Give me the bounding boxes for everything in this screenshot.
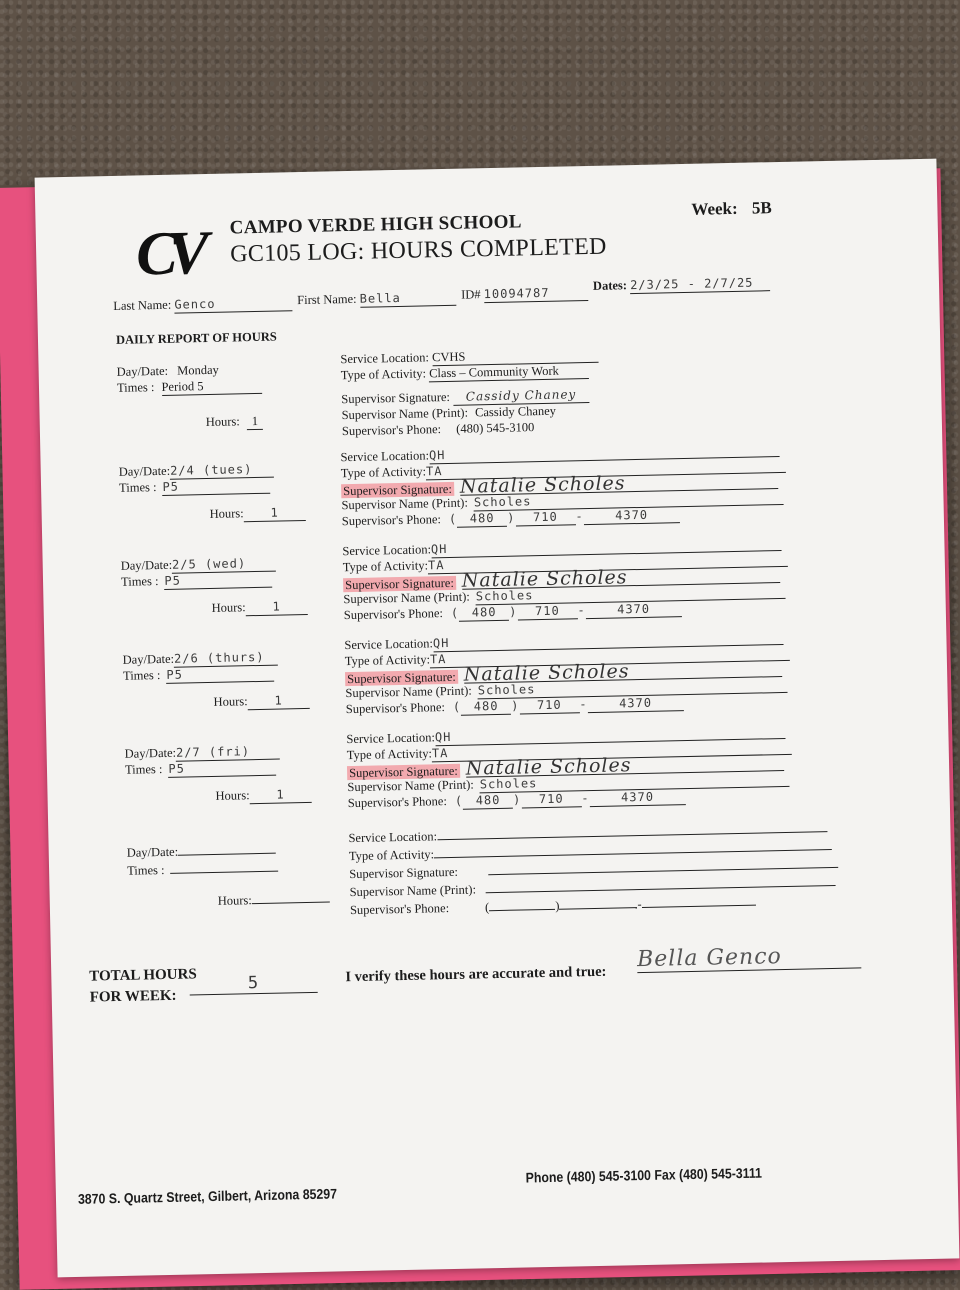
phone-prefix: 710 xyxy=(515,508,575,526)
times-field xyxy=(121,571,273,591)
service-location-label: Service Location: xyxy=(340,350,430,367)
day-date-label: Day/Date: xyxy=(122,651,175,667)
times-field xyxy=(117,377,262,397)
supervisor-phone-field: Supervisor's Phone: ( 480 ) 710 - 4370 xyxy=(346,694,684,718)
week-value: 5B xyxy=(751,198,772,218)
day-date-label: Day/Date: xyxy=(118,463,171,479)
phone-area: 480 xyxy=(459,604,509,622)
phone-line: 4370 xyxy=(589,788,685,807)
activity-label: Type of Activity: xyxy=(344,652,431,669)
activity-value: TA xyxy=(432,738,792,763)
first-name-value: Bella xyxy=(360,289,456,308)
times-label: Times : xyxy=(126,862,165,878)
last-name-label: Last Name: xyxy=(113,297,172,313)
supervisor-name-label: Supervisor Name (Print): xyxy=(349,882,477,900)
hours-field xyxy=(209,504,305,523)
supervisor-phone-field xyxy=(342,419,535,439)
signature-value: Cassidy Chaney xyxy=(453,386,589,406)
service-location-label: Service Location: xyxy=(340,448,430,465)
supervisor-phone-label: Supervisor's Phone: xyxy=(349,901,450,918)
times-field xyxy=(125,759,277,779)
activity-label: Type of Activity: xyxy=(348,847,435,864)
entry-thursday xyxy=(44,623,946,717)
activity-value: TA xyxy=(428,550,788,575)
dates-label: Dates: xyxy=(592,278,628,293)
first-name-field xyxy=(297,289,456,309)
last-name-field xyxy=(113,294,292,315)
entry-tuesday xyxy=(40,435,942,529)
signature-value: Natalie Scholes xyxy=(462,566,780,590)
times-blank[interactable] xyxy=(170,859,278,874)
activity-label: Type of Activity: xyxy=(346,746,433,763)
signature-label: Supervisor Signature: xyxy=(349,864,459,882)
id-field xyxy=(461,284,588,304)
log-title: GC105 LOG: HOURS COMPLETED xyxy=(229,233,607,268)
supervisor-phone-field: Supervisor's Phone: ( 480 ) 710 - 4370 xyxy=(348,788,686,812)
phone-prefix: 710 xyxy=(519,696,579,714)
phone-area-blank[interactable] xyxy=(489,897,555,911)
phone-area: 480 xyxy=(457,510,507,528)
day-date-value: 2/5 (wed) xyxy=(172,555,276,574)
supervisor-name-value: Scholes xyxy=(480,770,790,793)
times-value: P5 xyxy=(162,477,270,496)
hours-value: 1 xyxy=(245,598,307,616)
times-label: Times : xyxy=(122,668,161,683)
signature-label: Supervisor Signature: xyxy=(345,575,454,593)
hours-label: Hours: xyxy=(213,694,248,709)
signature-value: Natalie Scholes xyxy=(464,660,782,684)
service-location-label: Service Location: xyxy=(348,829,438,846)
supervisor-name-label: Supervisor Name (Print): xyxy=(347,777,474,795)
hours-label: Hours: xyxy=(211,600,246,615)
service-location-label: Service Location: xyxy=(344,636,434,653)
entry-wednesday xyxy=(42,529,944,623)
supervisor-name-label: Supervisor Name (Print): xyxy=(343,589,470,607)
activity-value: Class – Community Work xyxy=(429,362,589,382)
supervisor-phone-label: Supervisor's Phone: xyxy=(343,606,444,623)
supervisor-phone-label: Supervisor's Phone: xyxy=(341,422,442,439)
total-hours-value: 5 xyxy=(189,972,317,996)
times-field xyxy=(119,477,271,497)
hours-value: 1 xyxy=(247,413,263,430)
times-label: Times : xyxy=(118,480,157,495)
signature-label: Supervisor Signature: xyxy=(343,481,453,499)
school-name: CAMPO VERDE HIGH SCHOOL xyxy=(229,211,522,239)
signature-label: Supervisor Signature: xyxy=(347,669,456,687)
week-field xyxy=(691,198,772,220)
hours-label: Hours: xyxy=(217,893,252,908)
day-date-value: 2/4 (tues) xyxy=(170,461,274,480)
service-location-value: QH xyxy=(431,534,781,558)
hours-value: 1 xyxy=(249,786,311,804)
service-location-value: QH xyxy=(435,722,785,746)
id-value: 10094787 xyxy=(484,284,588,303)
week-label: Week: xyxy=(691,198,738,219)
times-value: P5 xyxy=(168,759,276,778)
phone-line: 4370 xyxy=(583,506,679,525)
day-date-label: Day/Date: xyxy=(126,844,179,860)
times-field xyxy=(123,665,275,685)
hours-label: Hours: xyxy=(209,506,244,521)
phone-prefix: 710 xyxy=(521,790,581,808)
activity-label: Type of Activity: xyxy=(342,558,429,575)
hours-label: Hours: xyxy=(205,414,240,430)
hours-label: Hours: xyxy=(215,788,250,803)
activity-label: Type of Activity: xyxy=(340,464,427,481)
day-date-value: 2/7 (fri) xyxy=(176,743,280,762)
supervisor-name-label: Supervisor Name (Print): xyxy=(345,683,472,701)
phone-line-blank[interactable] xyxy=(641,893,755,908)
school-logo: CV xyxy=(135,219,200,289)
service-location-value: CVHS xyxy=(432,346,598,366)
supervisor-name-value: Scholes xyxy=(476,582,786,605)
total-label-line-2: FOR WEEK: xyxy=(89,987,177,1006)
entry-blank xyxy=(48,815,950,918)
supervisor-name-value: Cassidy Chaney xyxy=(474,403,557,420)
activity-label: Type of Activity: xyxy=(340,366,427,383)
supervisor-phone-field: Supervisor's Phone: ( ) - xyxy=(350,893,756,918)
supervisor-name-value: Scholes xyxy=(474,488,784,511)
day-date-field xyxy=(127,841,277,861)
hours-log-sheet xyxy=(35,159,960,1278)
service-location-value: QH xyxy=(433,628,783,652)
hours-field xyxy=(211,598,307,617)
hours-value: 1 xyxy=(244,504,306,522)
hours-field xyxy=(206,413,263,431)
dates-field xyxy=(593,274,770,295)
first-name-label: First Name: xyxy=(297,291,357,308)
day-date-value: Monday xyxy=(177,362,219,378)
phone-line: 4370 xyxy=(585,600,681,619)
hours-value: 1 xyxy=(247,692,309,710)
supervisor-phone-field: Supervisor's Phone: ( 480 ) 710 - 4370 xyxy=(344,600,682,624)
supervisor-name-label: Supervisor Name (Print): xyxy=(341,405,469,423)
hours-field xyxy=(218,890,330,909)
school-phone-fax: Phone (480) 545-3100 Fax (480) 545-3111 xyxy=(525,1164,763,1186)
activity-value: TA xyxy=(426,456,786,481)
entry-friday xyxy=(46,717,948,811)
times-value: P5 xyxy=(166,665,274,684)
signature-value: Natalie Scholes xyxy=(466,754,784,778)
day-date-value: 2/6 (thurs) xyxy=(174,649,278,668)
phone-area: 480 xyxy=(463,792,513,810)
total-label-line-1: TOTAL HOURS xyxy=(89,966,197,985)
signature-label: Supervisor Signature: xyxy=(348,763,458,781)
activity-value: TA xyxy=(430,644,790,669)
service-location-label: Service Location: xyxy=(342,542,432,559)
last-name-value: Genco xyxy=(174,294,292,313)
times-value: P5 xyxy=(164,571,272,590)
times-label: Times : xyxy=(124,762,163,777)
day-date-label: Day/Date: xyxy=(120,557,173,573)
verify-label: I verify these hours are accurate and true: xyxy=(345,963,607,986)
times-field xyxy=(127,859,279,879)
signature-value: Natalie Scholes xyxy=(460,472,778,496)
dates-value: 2/3/25 - 2/7/25 xyxy=(630,274,770,294)
hours-field xyxy=(213,692,309,711)
service-location-label: Service Location: xyxy=(346,730,436,747)
phone-line: 4370 xyxy=(587,694,683,713)
phone-prefix-blank[interactable] xyxy=(559,895,637,910)
day-date-label: Day/Date: xyxy=(116,363,169,379)
signature-label: Supervisor Signature: xyxy=(341,389,451,407)
supervisor-phone-label: Supervisor's Phone: xyxy=(345,700,446,717)
times-label: Times : xyxy=(120,574,159,589)
supervisor-phone-value: (480) 545-3100 xyxy=(456,420,535,436)
supervisor-name-label: Supervisor Name (Print): xyxy=(341,495,469,513)
id-label: ID# xyxy=(460,287,481,302)
service-location-value: QH xyxy=(429,440,779,464)
daily-report-title: DAILY REPORT OF HOURS xyxy=(115,329,277,347)
supervisor-phone-field: Supervisor's Phone: ( 480 ) 710 - 4370 xyxy=(342,506,680,530)
phone-prefix: 710 xyxy=(517,602,577,620)
supervisor-phone-label: Supervisor's Phone: xyxy=(341,512,442,529)
supervisor-name-value: Scholes xyxy=(478,676,788,699)
student-signature: Bella Genco xyxy=(637,942,861,973)
total-hours-label xyxy=(89,964,197,1008)
times-value: Period 5 xyxy=(161,377,261,396)
phone-area: 480 xyxy=(461,698,511,716)
school-address: 3870 S. Quartz Street, Gilbert, Arizona 85297 xyxy=(77,1185,338,1207)
day-date-blank[interactable] xyxy=(178,841,276,856)
times-label: Times : xyxy=(116,380,155,395)
hours-field xyxy=(215,786,311,805)
day-date-label: Day/Date: xyxy=(124,745,177,761)
hours-blank[interactable] xyxy=(252,890,330,905)
supervisor-phone-label: Supervisor's Phone: xyxy=(347,794,448,811)
service-location-blank[interactable] xyxy=(437,819,827,840)
